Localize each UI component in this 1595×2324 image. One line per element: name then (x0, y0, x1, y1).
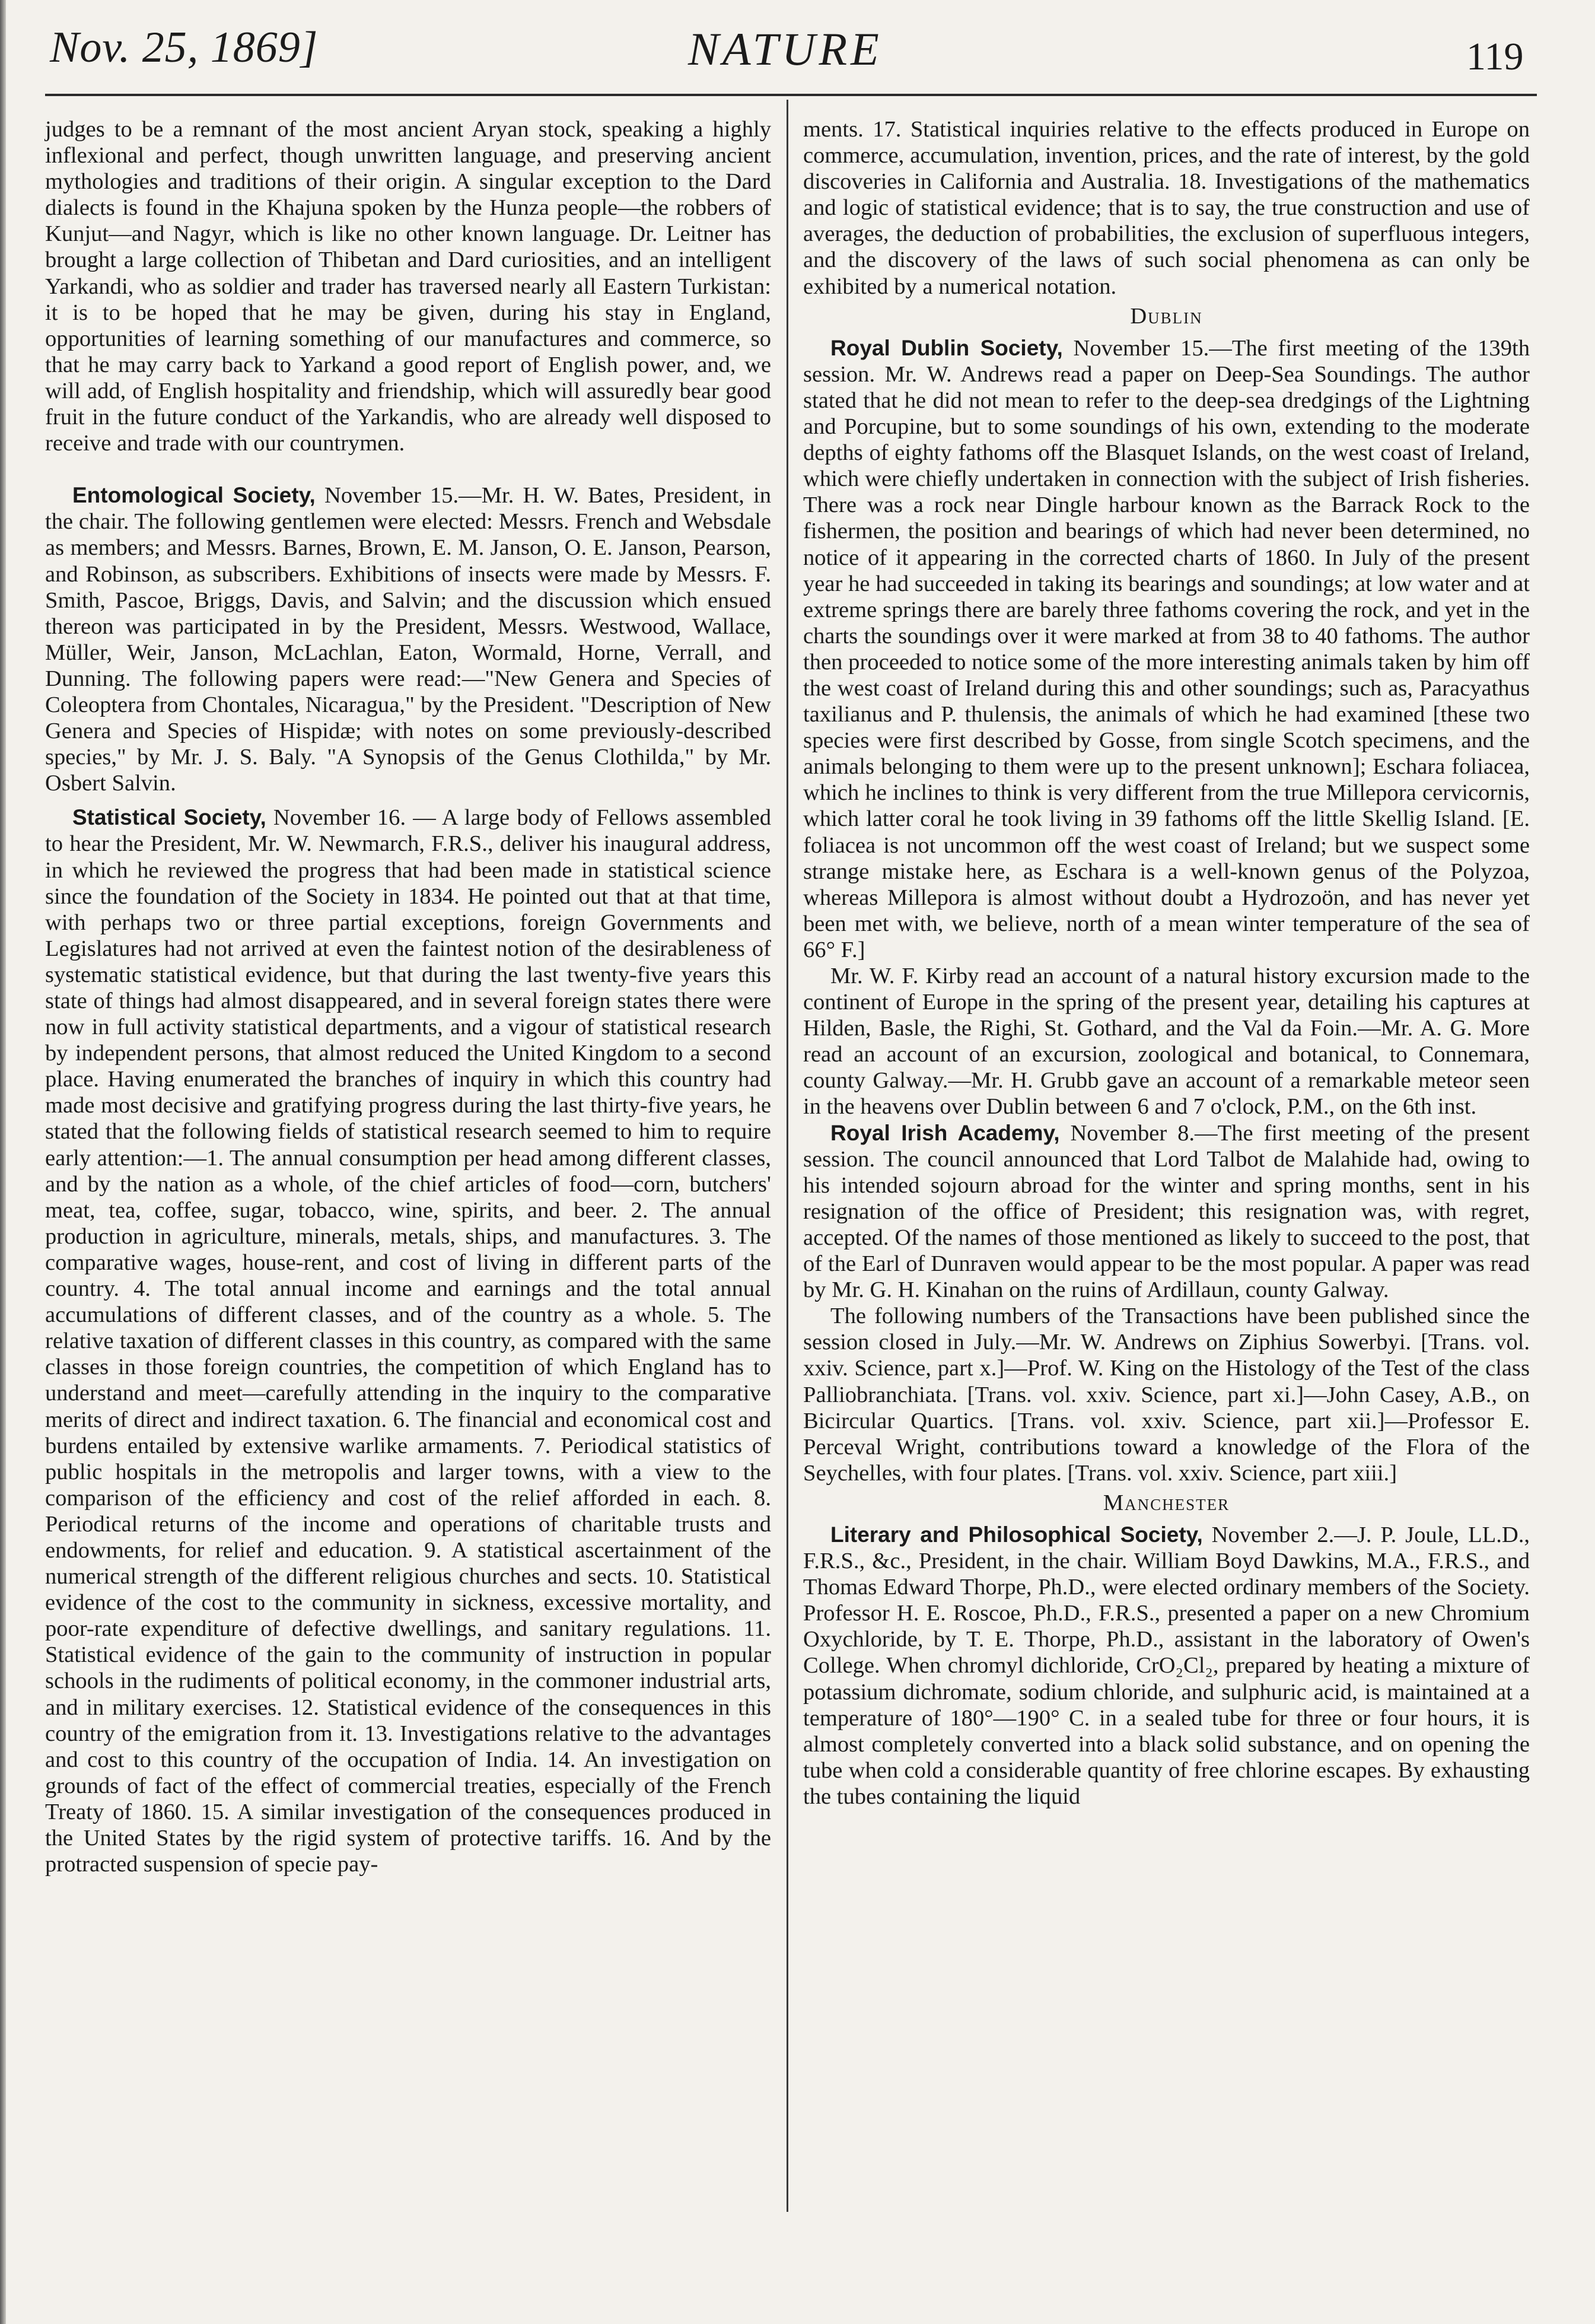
report-text: November 16. — A large body of Fellows assembled to hear the President, Mr. W. Newmarch, F.R.S., deliver his inaugural address, in which he reviewed the progress that had been made in statistical science since the foundation of the Society in 1834. He pointed out that at that time, with perhaps two or three partial exceptions, foreign Governments and Legislatures had not arrived at even the faintest notion of the desirableness of systematic statistical evidence, but that during the last twenty-five years this state of things had almost disappeared, and in several foreign states there were now in full activity statistical departments, and a vigour of statistical research by independent persons, that almost reduced the United Kingdom to a second place. Having enumerated the branches of inquiry in which this country had made most decisive and gratifying progress during the last thirty-five years, he stated that the following fields of statistical research seemed to him to require early attention:—1. The annual consumption per head among different classes, and by the nation as a whole, of the chief articles of food—corn, butchers' meat, tea, coffee, sugar, tobacco, wine, spirits, and beer. 2. The annual production in agriculture, minerals, metals, ships, and manufactures. 3. The comparative wages, house-rent, and cost of living in different parts of the country. 4. The total annual income and earnings and the total annual accumulations of different classes, and of the country as a whole. 5. The relative taxation of different classes in this country, as compared with the same classes in those foreign countries, the competition of which England has to understand and meet—carefully attending in the inquiry to the comparative merits of direct and indirect taxation. 6. The financial and economical cost and burdens entailed by extensive warlike armaments. 7. Periodical statistics of public hospitals in the metropolis and larger towns, with a view to the comparison of the efficiency and cost of the relief afforded in each. 8. Periodical returns of the income and operations of charitable trusts and endowments, for relief and education. 9. A statistical ascertainment of the numerical strength of the different religious churches and sects. 10. Statistical evidence of the cost to the community in sickness, excessive mortality, and poor-rate expenditure of defective dwellings, and sanitary regulations. 11. Statistical evidence of the gain to the community of instruction in popular schools in the rudiments of political economy, in the commoner industrial arts, and in military exercises. 12. Statistical evidence of the consequences in this country of the emigration from it. 13. Investigations relative to the advantages and cost to this country of the occupation of India. 14. An investigation on grounds of fact of the effect of commercial treaties, especially of the French Treaty of 1860. 15. A similar investigation of the consequences produced in the United States by the rigid system of protective tariffs. 16. And by the protracted suspension of specie pay- (45, 805, 771, 1877)
report-text: November 15.—Mr. H. W. Bates, President, in the chair. The following gentlemen were elected: Messrs. French and Websdale as members; and Messrs. Barnes, Brown, E. M. Janson, O. E. Janson, Pearson, and Robinson, as subscribers. Exhibitions of insects were made by Messrs. F. Smith, Pascoe, Briggs, Davis, and Salvin; and the discussion which ensued thereon was participated in by the President, Messrs. Westwood, Wallace, Müller, Weir, Janson, McLachlan, Eaton, Wormald, Horne, Verrall, and Dunning. The following papers were read:—"New Genera and Species of Coleoptera from Chontales, Nicaragua," by the President. "Description of New Genera and Species of Hispidæ; with notes on some previously-described species," by Mr. J. S. Baly. "A Synopsis of the Genus Clothilda," by Mr. Osbert Salvin. (45, 483, 771, 796)
entomological-society-report (45, 482, 771, 796)
literary-philosophical-society-report (803, 1522, 1530, 1810)
page-edge-shadow (0, 0, 6, 2324)
royal-dublin-society-report (803, 335, 1530, 963)
statistical-society-report (45, 805, 771, 1877)
page-header (0, 0, 1595, 95)
continued-paragraph: judges to be a remnant of the most ancient Aryan stock, speaking a highly inflexional and perfect, though unwritten language, and preserving ancient mythologies and traditions of their origin. A singular exception to the Dard dialects is found in the Khajuna spoken by the Hunza people—the robbers of Kunjut—and Nagyr, which is like no other known language. Dr. Leitner has brought a large collection of Thibetan and Dard curiosities, and an intelligent Yarkandi, who as soldier and trader has traversed nearly all Eastern Turkistan: it is to be hoped that he may be given, during his stay in England, opportunities of learning something of our manufactures and commerce, so that he may carry back to Yarkand a good report of English power, and, we will add, of English hospitality and friendship, which will assuredly bear good fruit in the future conduct of the Yarkandis, who are already well disposed to receive and trade with our countrymen. (45, 117, 771, 456)
header-rule (45, 94, 1537, 96)
royal-irish-academy-report (803, 1120, 1530, 1304)
left-column (45, 116, 771, 1877)
report-text: November 15.—The first meeting of the 139th session. Mr. W. Andrews read a paper on Deep-Sea Soundings. The author stated that he did not mean to refer to the deep-sea dredgings of the Lightning and Porcupine, but to some soundings of his own, extending to the moderate depths of eighty fathoms off the Blasquet Islands, on the west coast of Ireland, which were chiefly undertaken in connection with the subject of Irish fisheries. There was a rock near Dingle harbour known as the Barrack Rock to the fishermen, the position and bearings of which had never been determined, no notice of it appearing in the corrected charts of 1860. In July of the present year he had succeeded in taking its bearings and soundings; at low water and at extreme springs there are barely three fathoms covering the rock, and yet in the charts the soundings over it were marked at from 38 to 40 fathoms. The author then proceeded to notice some of the more interesting animals taken by him off the west coast of Ireland during this and other soundings; such as, Paracyathus taxilianus and P. thulensis, the animals of which he had examined [these two species were first described by Gosse, from single Scotch specimens, and the animals belonging to them were up to the present unknown]; Eschara foliacea, which he inclines to think is very different from the true Millepora cervicornis, which latter coral he took living in 39 fathoms off the little Skellig Island. [E. foliacea is not uncommon off the west coast of Ireland; but we suspect some strange mistake here, as Eschara is a well-known genus of the Polyzoa, whereas Millepora is almost without doubt a Hydrozoön, and has never yet been met with, we believe, north of a mean winter temperature of the sea of 66° F.] (803, 335, 1530, 962)
journal-title: NATURE (688, 23, 883, 75)
society-name: Royal Dublin Society, (830, 335, 1063, 360)
column-divider (787, 100, 788, 2212)
society-name: Literary and Philosophical Society, (830, 1522, 1203, 1547)
right-column (803, 116, 1530, 1810)
kirby-paragraph: Mr. W. F. Kirby read an account of a natural history excursion made to the continent of Europe in the spring of the present year, detailing his captures at Hilden, Basle, the Righi, St. Gothard, and the Val da Foin.—Mr. A. G. More read an account of an excursion, zoological and botanical, to Connemara, county Galway.—Mr. H. Grubb gave an account of a remarkable meteor seen in the heavens over Dublin between 6 and 7 o'clock, P.M., on the 6th inst. (803, 964, 1530, 1120)
section-heading-dublin: Dublin (1130, 303, 1203, 329)
report-text: November 8.—The first meeting of the present session. The council announced that Lord Talbot de Malahide had, owing to his intended sojourn abroad for the winter and spring months, sent in his resignation of the office of President; this resignation was, with regret, accepted. Of the names of those mentioned as likely to succeed to the post, that of the Earl of Dunraven would appear to be the most popular. A paper was read by Mr. G. H. Kinahan on the ruins of Ardillaun, county Galway. (803, 1120, 1530, 1303)
issue-date: Nov. 25, 1869] (50, 23, 319, 72)
transactions-paragraph: The following numbers of the Transactions have been published since the session closed in July.—Mr. W. Andrews on Ziphius Sowerbyi. [Trans. vol. xxiv. Science, part x.]—Prof. W. King on the Histology of the Test of the class Palliobranchiata. [Trans. vol. xxiv. Science, part xi.]—John Casey, A.B., on Bicircular Quartics. [Trans. vol. xxiv. Science, part xii.]—Professor E. Perceval Wright, contributions toward a knowledge of the Flora of the Seychelles, with four plates. [Trans. vol. xxiv. Science, part xiii.] (803, 1304, 1530, 1486)
society-name: Statistical Society, (72, 805, 266, 830)
page-number: 119 (1466, 35, 1524, 78)
section-heading-manchester: Manchester (1103, 1490, 1230, 1515)
society-name: Royal Irish Academy, (830, 1120, 1060, 1145)
continued-paragraph: ments. 17. Statistical inquiries relative to the effects produced in Europe on commerce, accumulation, invention, prices, and the rate of interest, by the gold discoveries in California and Australia. 18. Investigations of the mathematics and logic of statistical evidence; that is to say, the true construction and use of averages, the deduction of probabilities, the exclusion of superfluous integers, and the discovery of the laws of such social phenomena as can only be exhibited by a numerical notation. (803, 117, 1530, 299)
society-name: Entomological Society, (72, 483, 316, 508)
report-text: November 2.—J. P. Joule, LL.D., F.R.S., &c., President, in the chair. William Boyd Dawkins, M.A., F.R.S., and Thomas Edward Thorpe, Ph.D., were elected ordinary members of the Society. Professor H. E. Roscoe, Ph.D., F.R.S., presented a paper on a new Chromium Oxychloride, by T. E. Thorpe, Ph.D., assistant in the laboratory of Owen's College. When chromyl dichloride, CrO₂Cl₂, prepared by heating a mixture of potassium dichromate, sodium chloride, and sulphuric acid, is maintained at a temperature of 180°—190° C. in a sealed tube for three or four hours, it is almost completely converted into a black solid substance, and on opening the tube when cold a considerable quantity of free chlorine escapes. By exhausting the tubes containing the liquid (803, 1522, 1530, 1809)
